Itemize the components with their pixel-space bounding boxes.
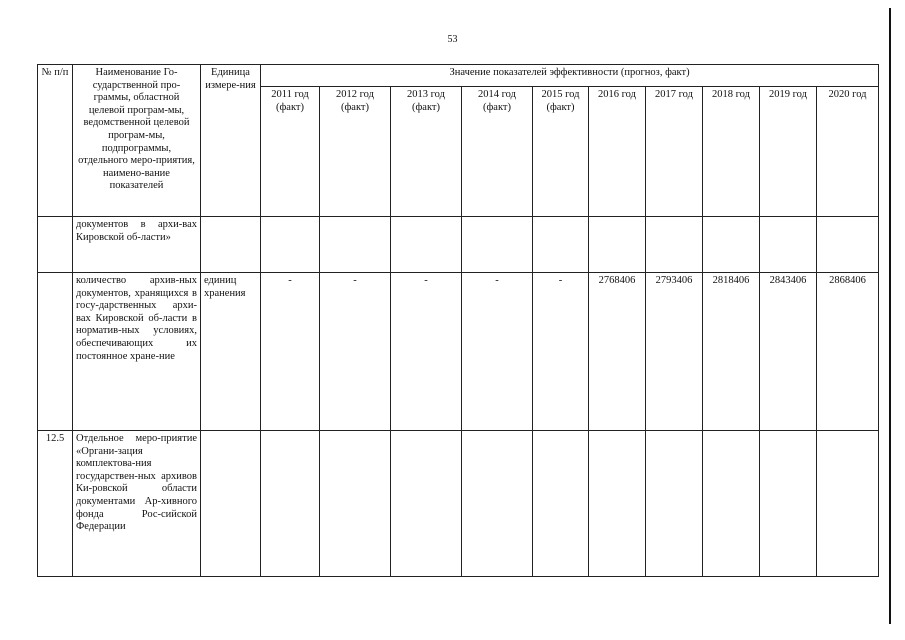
indicators-table <box>37 64 879 577</box>
header-year-2020: 2020 год <box>817 87 879 217</box>
row-unit <box>201 217 261 273</box>
table-row <box>38 217 879 273</box>
row-value <box>261 431 320 577</box>
header-year-2019: 2019 год <box>760 87 817 217</box>
header-year-2015: 2015 год (факт) <box>533 87 589 217</box>
row-value: 2818406 <box>703 273 760 431</box>
row-value <box>320 217 391 273</box>
row-name: Отдельное меро-приятие «Органи-зация комплектова-ния государствен-ных архивов Ки-ровской области документами Ар-хивного фонда Рос-сийской Федерации <box>73 431 201 577</box>
row-value <box>703 431 760 577</box>
header-year-2014: 2014 год (факт) <box>462 87 533 217</box>
row-value <box>589 431 646 577</box>
header-year-2016: 2016 год <box>589 87 646 217</box>
header-year-2017: 2017 год <box>646 87 703 217</box>
header-num: № п/п <box>38 65 73 217</box>
row-name: документов в архи-вах Кировской об-ласти» <box>73 217 201 273</box>
row-value <box>320 431 391 577</box>
row-unit: единиц хранения <box>201 273 261 431</box>
row-value <box>261 217 320 273</box>
row-value: - <box>533 273 589 431</box>
row-value <box>533 431 589 577</box>
page-number: 53 <box>447 34 458 45</box>
row-num: 12.5 <box>38 431 73 577</box>
row-value <box>462 431 533 577</box>
row-name: количество архив-ных документов, хранящихся в госу-дарственных архи-вах Кировской об-ласти в норматив-ных условиях, обеспечивающих их постоянное хране-ние <box>73 273 201 431</box>
row-value <box>646 431 703 577</box>
row-value <box>462 217 533 273</box>
row-value <box>533 217 589 273</box>
header-name: Наименование Го-сударственной про-граммы, областной целевой програм-мы, ведомственной целевой програм-мы, подпрограммы, отдельного меро-приятия, наимено-вание показателей <box>73 65 201 217</box>
row-value <box>646 217 703 273</box>
table-row <box>38 273 879 431</box>
row-num <box>38 273 73 431</box>
header-unit: Единица измере-ния <box>201 65 261 217</box>
row-value: - <box>320 273 391 431</box>
row-value: 2768406 <box>589 273 646 431</box>
table-row <box>38 431 879 577</box>
header-year-2011: 2011 год (факт) <box>261 87 320 217</box>
row-value <box>703 217 760 273</box>
row-value: - <box>391 273 462 431</box>
row-value: - <box>261 273 320 431</box>
header-year-2013: 2013 год (факт) <box>391 87 462 217</box>
row-value: - <box>462 273 533 431</box>
row-value: 2868406 <box>817 273 879 431</box>
row-value <box>817 217 879 273</box>
row-value <box>391 217 462 273</box>
header-year-2012: 2012 год (факт) <box>320 87 391 217</box>
header-year-2018: 2018 год <box>703 87 760 217</box>
row-value: 2793406 <box>646 273 703 431</box>
margin-rule <box>889 8 891 624</box>
row-value <box>760 431 817 577</box>
header-row-1 <box>38 65 879 87</box>
header-values-group: Значение показателей эффективности (прогноз, факт) <box>261 65 879 87</box>
row-value: 2843406 <box>760 273 817 431</box>
row-value <box>760 217 817 273</box>
row-value <box>391 431 462 577</box>
row-value <box>817 431 879 577</box>
row-num <box>38 217 73 273</box>
row-unit <box>201 431 261 577</box>
row-value <box>589 217 646 273</box>
